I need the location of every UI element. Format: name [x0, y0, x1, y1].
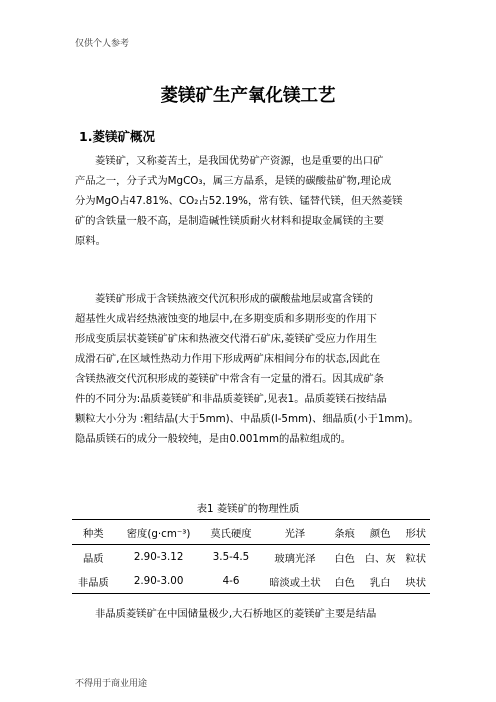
table-cell: 粒状 — [405, 552, 427, 565]
table-cell: 4-6 — [222, 575, 240, 587]
table-row — [72, 545, 430, 570]
paragraph-2 — [75, 289, 423, 449]
paragraph-line: 形成变质层状菱镁矿矿床和热液交代滑石矿床,菱镁矿受应力作用生 — [75, 333, 377, 345]
paragraph-line: 产品之一，分子式为MgCO₃，属三方晶系，是镁的碳酸盐矿物,理论成 — [75, 175, 392, 187]
paragraph-line: 分为MgO占47.81%、CO₂占52.19%，常有铁、锰替代镁，但天然菱镁 — [75, 195, 403, 207]
paragraph-line: 含镁热液交代沉积形成的菱镁矿中常含有一定量的滑石。因其成矿条 — [75, 373, 384, 385]
paragraph-3 — [75, 604, 376, 624]
table-cell: 白、灰 — [364, 552, 396, 565]
section-heading: 1.菱镁矿概况 — [79, 129, 155, 144]
header-cell: 光泽 — [284, 527, 306, 540]
header-cell: 莫氏硬度 — [210, 527, 252, 540]
paragraph-line: 隐晶质镁石的成分一般较纯，是由0.001mm的晶粒组成的。 — [75, 433, 352, 445]
table-row — [72, 569, 430, 594]
document-title: 菱镁矿生产氧化镁工艺 — [160, 86, 336, 106]
table-cell: 暗淡或土状 — [269, 576, 321, 589]
paragraph-line: 矿的含铁量一般不高，是制造碱性镁质耐火材料和提取金属镁的主要 — [75, 215, 384, 227]
table-cell: 晶质 — [83, 552, 104, 565]
table-header-row — [72, 520, 430, 545]
paragraph-1 — [75, 151, 423, 251]
table-caption: 表1 菱镁矿的物理性质 — [196, 503, 300, 515]
paragraph-line: 颗粒大小分为 :粗结晶(大于5mm)、中晶质(l-5mm)、细晶质(小于1mm)。 — [75, 413, 419, 425]
table-cell: 2.90-3.12 — [133, 551, 184, 563]
table-cell: 乳白 — [369, 576, 391, 589]
table-cell: 玻璃光泽 — [274, 552, 316, 565]
table-cell: 白色 — [334, 576, 355, 589]
header-cell: 颜色 — [369, 527, 391, 540]
properties-table — [72, 519, 430, 594]
paragraph-line: 成滑石矿,在区域性热动力作用下形成两矿床相间分布的状态,因此在 — [75, 353, 381, 365]
table-cell: 块状 — [405, 576, 427, 589]
page-header: 仅供个人参考 — [75, 39, 130, 49]
header-cell: 形状 — [405, 527, 427, 540]
table-cell: 非晶质 — [77, 576, 109, 589]
paragraph-line: 超基性火成岩经热液蚀变的地层中,在多期变质和多期形变的作用下 — [75, 313, 377, 325]
paragraph-line: 原料。 — [75, 235, 106, 247]
paragraph-line: 菱镁矿形成于含镁热液交代沉积形成的碳酸盐地层或富含镁的 — [95, 293, 374, 305]
header-cell: 条痕 — [334, 527, 355, 540]
table-cell: 3.5-4.5 — [212, 551, 250, 563]
table-cell: 白色 — [334, 552, 355, 565]
paragraph-line: 件的不同分为:晶质菱镁矿和非晶质菱镁矿,见表1。晶质菱镁石按结晶 — [75, 393, 387, 405]
header-cell: 密度(g·cm⁻³) — [126, 527, 191, 540]
paragraph-line: 非晶质菱镁矿在中国储量极少,大石桥地区的菱镁矿主要是结晶 — [95, 608, 377, 620]
header-cell: 种类 — [83, 527, 104, 540]
paragraph-line: 菱镁矿，又称菱苦土，是我国优势矿产资源，也是重要的出口矿 — [95, 155, 384, 167]
table-cell: 2.90-3.00 — [133, 575, 184, 587]
page-footer: 不得用于商业用途 — [75, 679, 148, 689]
